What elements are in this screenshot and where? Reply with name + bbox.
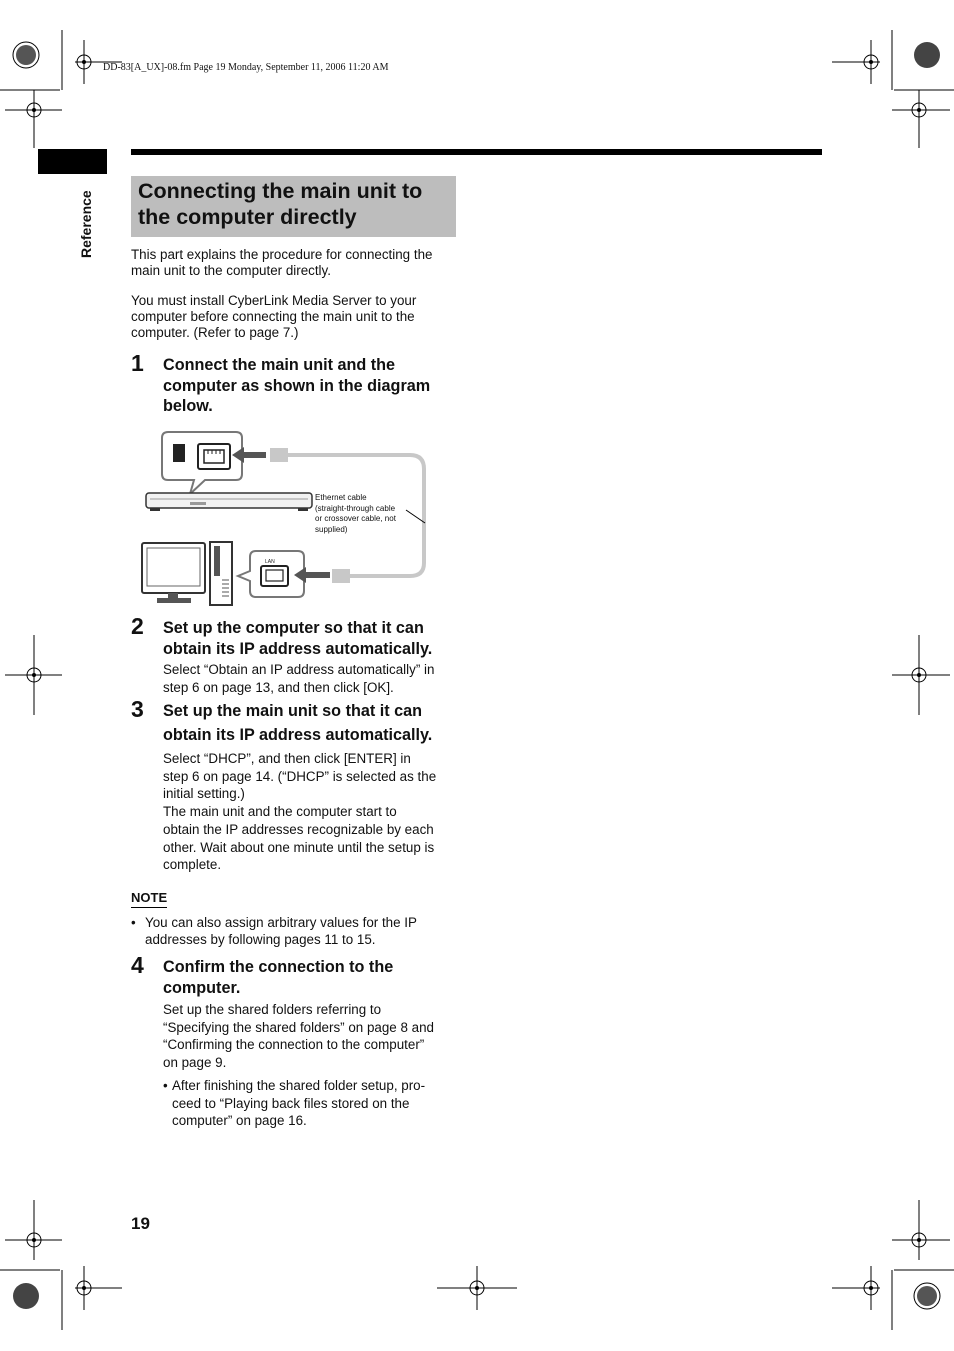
bullet: • xyxy=(131,915,136,930)
text-line: After finishing the shared folder setup, pro- xyxy=(172,1078,426,1093)
main-unit-lan-port-callout xyxy=(162,432,242,494)
page-number: 19 xyxy=(131,1214,150,1233)
heading-line: computer as shown in the diagram xyxy=(163,376,431,395)
label-line: or crossover cable, not xyxy=(315,514,396,523)
print-header: DD-83[A_UX]-08.fm Page 19 Monday, September 11, 2006 11:20 AM xyxy=(103,62,389,73)
heading-line: Set up the computer so that it can xyxy=(163,619,424,637)
text-line: obtain the IP addresses recognizable by each xyxy=(163,821,434,837)
text-line: The main unit and the computer start to xyxy=(163,804,397,820)
note-label: NOTE xyxy=(131,890,167,908)
text-line: You must install CyberLink Media Server to your xyxy=(131,293,417,308)
heading-line: Connect the main unit and the xyxy=(163,356,396,374)
text-line: Set up the shared folders referring to xyxy=(163,1002,382,1017)
bullet: • xyxy=(163,1078,168,1093)
step-number: 4 xyxy=(131,952,144,978)
label-line: supplied) xyxy=(315,524,348,534)
title-line: Connecting the main unit to xyxy=(138,179,423,203)
text-line: computer before connecting the main unit to the xyxy=(131,309,415,324)
text-line: “Confirming the connection to the computer” xyxy=(163,1037,425,1053)
text-line: Select “Obtain an IP address automatically” in xyxy=(163,662,435,677)
computer-lan-port-callout xyxy=(238,551,304,597)
step-heading xyxy=(163,618,463,659)
step-heading xyxy=(163,957,463,998)
text-line: on page 9. xyxy=(163,1055,227,1071)
text-line: computer” on page 16. xyxy=(172,1113,307,1129)
text-line: This part explains the procedure for connecting the xyxy=(131,247,433,262)
heading-line: Set up the main unit so that it can xyxy=(163,702,423,720)
text-line: Select “DHCP”, and then click [ENTER] in xyxy=(163,751,411,766)
main-unit-device xyxy=(146,493,312,511)
step-heading xyxy=(163,701,463,745)
step-body xyxy=(163,1001,463,1072)
text-line: step 6 on page 14. (“DHCP” is selected as the xyxy=(163,768,437,784)
heading-line: obtain its IP address automatically. xyxy=(163,725,433,744)
text-line: ceed to “Playing back files stored on the xyxy=(172,1095,410,1111)
step-number: 1 xyxy=(131,350,144,376)
text-line: addresses by following pages 11 to 15. xyxy=(145,932,376,947)
heading-line: Confirm the connection to the xyxy=(163,958,394,976)
heading-line: computer. xyxy=(163,978,241,997)
lan-port-label: LAN xyxy=(265,559,275,565)
cable-plug xyxy=(332,569,350,583)
computer-icon xyxy=(142,542,232,605)
text-line: complete. xyxy=(163,857,222,873)
note-text xyxy=(145,914,451,948)
label-line: (straight-through cable xyxy=(315,503,396,513)
title-line: the computer directly xyxy=(138,205,357,229)
text-line: other. Wait about one minute until the setup is xyxy=(163,839,435,855)
step-body xyxy=(163,750,463,874)
text-line: computer. (Refer to page 7.) xyxy=(131,325,299,340)
text-line: initial setting.) xyxy=(163,786,245,802)
heading-line: below. xyxy=(163,397,213,415)
text-line: step 6 on page 13, and then click [OK]. xyxy=(163,679,394,695)
text-line: “Specifying the shared folders” on page 8 and xyxy=(163,1019,434,1035)
cable-plug xyxy=(270,448,288,462)
step-number: 3 xyxy=(131,696,144,722)
heading-line: obtain its IP address automatically. xyxy=(163,639,433,658)
bullet-text xyxy=(172,1077,457,1130)
label-line: Ethernet cable xyxy=(315,493,367,502)
ethernet-cable-label xyxy=(315,493,410,535)
step-body xyxy=(163,661,463,696)
section-side-label: Reference xyxy=(78,190,94,258)
text-line: main unit to the computer directly. xyxy=(131,263,331,278)
step-number: 2 xyxy=(131,613,144,639)
text-line: You can also assign arbitrary values for the IP xyxy=(145,915,417,930)
